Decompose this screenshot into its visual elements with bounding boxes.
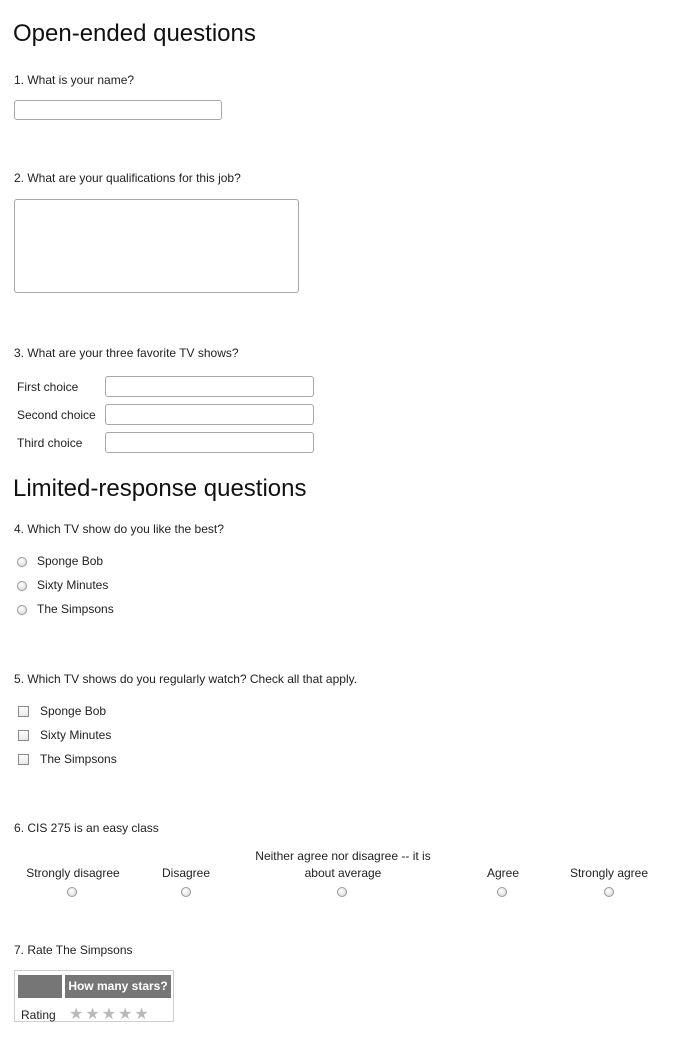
q4-option-label: The Simpsons — [37, 602, 114, 616]
first-choice-input[interactable] — [105, 376, 314, 397]
section-title-limited-response: Limited-response questions — [13, 475, 307, 502]
third-choice-input[interactable] — [105, 432, 314, 453]
question-4-label: 4. Which TV show do you like the best? — [14, 522, 224, 536]
likert-radio-agree[interactable] — [497, 887, 507, 897]
likert-radio-strongly-disagree[interactable] — [67, 887, 77, 897]
star-icon[interactable]: ★ — [101, 1006, 117, 1023]
likert-label-neither: Neither agree nor disagree -- it is about average — [255, 849, 431, 880]
star-rating — [69, 1007, 149, 1023]
question-2-label: 2. What are your qualifications for this job? — [14, 171, 241, 185]
question-5-label: 5. Which TV shows do you regularly watch? Check all that apply. — [14, 672, 358, 686]
question-7-label: 7. Rate The Simpsons — [14, 943, 133, 957]
q5-checkbox-the-simpsons[interactable] — [18, 754, 29, 765]
q4-option-label: Sponge Bob — [37, 554, 104, 568]
rating-header-empty-cell — [18, 975, 62, 998]
third-choice-label: Third choice — [17, 436, 83, 450]
star-icon[interactable]: ★ — [134, 1006, 149, 1023]
rating-row-label: Rating — [21, 1008, 56, 1022]
q4-radio-sponge-bob[interactable] — [17, 557, 27, 567]
likert-radio-strongly-agree[interactable] — [604, 887, 614, 897]
question-1-label: 1. What is your name? — [14, 73, 135, 87]
second-choice-label: Second choice — [17, 408, 96, 422]
q5-option-label: Sponge Bob — [40, 704, 107, 718]
section-title-open-ended: Open-ended questions — [13, 20, 256, 47]
q4-radio-the-simpsons[interactable] — [17, 605, 27, 615]
question-6-label: 6. CIS 275 is an easy class — [14, 821, 159, 835]
likert-label-strongly-disagree: Strongly disagree — [26, 866, 120, 880]
q4-option-label: Sixty Minutes — [37, 578, 109, 592]
question-3-label: 3. What are your three favorite TV shows? — [14, 346, 239, 360]
rating-table — [14, 970, 174, 1022]
rating-header: How many stars? — [65, 975, 171, 998]
likert-label-agree: Agree — [486, 866, 520, 880]
q5-option-label: Sixty Minutes — [40, 728, 112, 742]
q5-checkbox-sixty-minutes[interactable] — [18, 730, 29, 741]
likert-label-disagree: Disagree — [161, 866, 211, 880]
name-input[interactable] — [14, 100, 222, 120]
q4-radio-sixty-minutes[interactable] — [17, 581, 27, 591]
second-choice-input[interactable] — [105, 404, 314, 425]
q5-option-label: The Simpsons — [40, 752, 117, 766]
q5-checkbox-sponge-bob[interactable] — [18, 706, 29, 717]
likert-radio-disagree[interactable] — [181, 887, 191, 897]
star-icon[interactable]: ★ — [118, 1006, 133, 1023]
star-icon[interactable]: ★ — [69, 1006, 84, 1023]
star-icon[interactable]: ★ — [85, 1006, 100, 1023]
qualifications-textarea[interactable] — [14, 199, 299, 293]
first-choice-label: First choice — [17, 380, 79, 394]
likert-label-strongly-agree: Strongly agree — [569, 866, 649, 880]
likert-radio-neither[interactable] — [337, 887, 347, 897]
